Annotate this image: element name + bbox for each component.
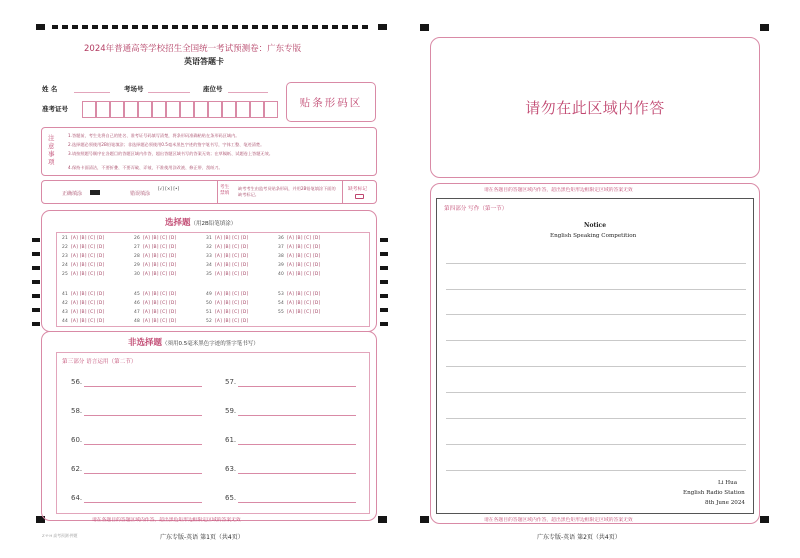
mc-question-number: 22 — [62, 245, 68, 250]
mc-question-number: 41 — [62, 292, 68, 297]
answer-58-line[interactable] — [84, 415, 202, 416]
mc-question-23[interactable] — [62, 254, 104, 259]
right-top-warning: 请在各题目的答题区域内作答，超出黑色矩形边框限定区域的答案无效 — [484, 188, 633, 193]
mc-question-50[interactable] — [206, 301, 248, 306]
mc-options[interactable]: [A] [B] [C] [D] — [287, 292, 321, 297]
mc-options[interactable]: [A] [B] [C] [D] — [287, 301, 321, 306]
mc-question-27[interactable] — [134, 245, 176, 250]
answer-64-label: 64. — [71, 494, 83, 502]
mc-question-46[interactable] — [134, 301, 176, 306]
corner-mark-br — [760, 516, 769, 523]
divider — [342, 181, 343, 203]
part-four-title: 第四部分 写作（第一节） — [444, 206, 508, 212]
absent-mark-box[interactable] — [355, 194, 364, 199]
mc-options[interactable]: [A] [B] [C] [D] — [71, 310, 105, 315]
mc-options[interactable]: [A] [B] [C] [D] — [215, 254, 249, 259]
mc-question-22[interactable] — [62, 245, 104, 250]
mc-question-number: 27 — [134, 245, 140, 250]
exam-title: 2024年普通高等学校招生全国统一考试预测卷：广东专版 — [84, 44, 302, 54]
mc-question-number: 35 — [206, 272, 212, 277]
exam-id-label: 准考证号 — [42, 105, 68, 113]
mc-options[interactable]: [A] [B] [C] [D] — [143, 263, 177, 268]
mc-options[interactable]: [A] [B] [C] [D] — [143, 236, 177, 241]
mc-question-54[interactable] — [278, 301, 320, 306]
mc-question-39[interactable] — [278, 263, 320, 268]
mc-options[interactable]: [A] [B] [C] [D] — [71, 245, 105, 250]
right-bottom-warning: 请在各题目的答题区域内作答，超出黑色矩形边框限定区域的答案无效 — [484, 518, 633, 523]
mc-question-43[interactable] — [62, 310, 104, 315]
mc-question-35[interactable] — [206, 272, 248, 277]
exam-room-label: 考场号 — [124, 85, 144, 93]
mc-options[interactable]: [A] [B] [C] [D] — [215, 301, 249, 306]
wrong-fill-label: 错误填涂 — [130, 191, 151, 197]
mc-question-51[interactable] — [206, 310, 248, 315]
mc-options[interactable]: [A] [B] [C] [D] — [143, 254, 177, 259]
mc-question-number: 55 — [278, 310, 284, 315]
mc-options[interactable]: [A] [B] [C] [D] — [215, 263, 249, 268]
nonchoice-section-title — [128, 336, 259, 348]
mc-options[interactable]: [A] [B] [C] [D] — [143, 272, 177, 277]
mc-question-32[interactable] — [206, 245, 248, 250]
name-label: 姓 名 — [42, 85, 58, 93]
answer-56-label: 56. — [71, 378, 83, 386]
answer-57-label: 57. — [225, 378, 237, 386]
mc-question-number: 43 — [62, 310, 68, 315]
answer-56-line[interactable] — [84, 386, 202, 387]
nonchoice-note: （须用0.5毫米黑色字迹的签字笔书写） — [162, 341, 259, 347]
mc-options[interactable]: [A] [B] [C] [D] — [143, 319, 177, 324]
mc-question-31[interactable] — [206, 236, 248, 241]
answer-64-line[interactable] — [84, 502, 202, 503]
signature-org: English Radio Station — [683, 490, 745, 496]
mc-question-28[interactable] — [134, 254, 176, 259]
seat-field[interactable] — [228, 92, 268, 93]
choice-title-text: 选择题 — [165, 218, 191, 228]
no-answer-area — [430, 37, 760, 178]
mc-question-number: 42 — [62, 301, 68, 306]
left-footer-brand: Z·Y·H 高考预测·押题 — [42, 533, 78, 538]
mc-question-number: 26 — [134, 236, 140, 241]
signature-name: Li Hua — [718, 480, 738, 486]
mc-question-number: 34 — [206, 263, 212, 268]
absent-mark-label: 缺考标记 — [348, 187, 368, 192]
answer-60-label: 60. — [71, 436, 83, 444]
signature-date: 8th June 2024 — [705, 500, 745, 506]
examiner-label: 考生禁填 — [220, 185, 230, 196]
mc-question-30[interactable] — [134, 272, 176, 277]
mc-question-number: 39 — [278, 263, 284, 268]
choice-note: （用2B铅笔填涂） — [190, 221, 237, 227]
mc-question-number: 21 — [62, 236, 68, 241]
notice-box — [41, 127, 377, 176]
mc-question-number: 29 — [134, 263, 140, 268]
barcode-area-label: 贴条形码区 — [299, 96, 363, 109]
writing-frame — [436, 198, 754, 514]
mc-question-52[interactable] — [206, 319, 248, 324]
mc-question-48[interactable] — [134, 319, 176, 324]
answer-63-label: 63. — [225, 465, 237, 473]
mc-options[interactable]: [A] [B] [C] [D] — [71, 236, 105, 241]
answer-58-label: 58. — [71, 407, 83, 415]
corner-mark-tr — [760, 24, 769, 31]
mc-question-number: 24 — [62, 263, 68, 268]
mc-question-42[interactable] — [62, 301, 104, 306]
correct-fill-mark — [90, 190, 100, 195]
mc-question-44[interactable] — [62, 319, 104, 324]
answer-65-label: 65. — [225, 494, 237, 502]
mc-question-38[interactable] — [278, 254, 320, 259]
mc-options[interactable]: [A] [B] [C] [D] — [215, 245, 249, 250]
notice-item-1: 1.答题前，考生先将自己的姓名、准考证号码填写清楚，将条形码准确粘贴在条形码区域内。 — [68, 133, 240, 138]
mc-options[interactable]: [A] [B] [C] [D] — [143, 301, 177, 306]
mc-question-number: 31 — [206, 236, 212, 241]
mc-options[interactable]: [A] [B] [C] [D] — [287, 272, 321, 277]
answer-65-line[interactable] — [238, 502, 356, 503]
name-field[interactable] — [74, 92, 110, 93]
examiner-text: 缺考考生由监考员贴条形码，并用2B铅笔填涂下面的缺考标记。 — [238, 186, 336, 197]
answer-62-line[interactable] — [84, 473, 202, 474]
mc-options[interactable]: [A] [B] [C] [D] — [71, 263, 105, 268]
notice-item-3: 3.请按照题号顺序在各题目的答题区域内作答，超出答题区域书写的答案无效；在草稿纸、试题卷上答题无效。 — [68, 151, 273, 156]
mc-question-number: 52 — [206, 319, 212, 324]
corner-mark-bl — [420, 516, 429, 523]
notice-title: Notice — [584, 222, 607, 229]
mc-question-26[interactable] — [134, 236, 176, 241]
answer-59-line[interactable] — [238, 415, 356, 416]
right-footer: 广东专版-英语 第2页（共4页） — [537, 534, 621, 541]
mc-question-21[interactable] — [62, 236, 104, 241]
mc-options[interactable]: [A] [B] [C] [D] — [143, 245, 177, 250]
mc-options[interactable]: [A] [B] [C] [D] — [71, 301, 105, 306]
mc-options[interactable]: [A] [B] [C] [D] — [287, 245, 321, 250]
mc-options[interactable]: [A] [B] [C] [D] — [71, 254, 105, 259]
mc-options[interactable]: [A] [B] [C] [D] — [143, 310, 177, 315]
wrong-fill-marks: [√] [×] [•] — [158, 186, 180, 191]
mc-question-number: 44 — [62, 319, 68, 324]
answer-60-line[interactable] — [84, 444, 202, 445]
mc-question-number: 47 — [134, 310, 140, 315]
exam-room-field[interactable] — [148, 92, 190, 93]
mc-question-36[interactable] — [278, 236, 320, 241]
mc-question-24[interactable] — [62, 263, 104, 268]
answer-59-label: 59. — [225, 407, 237, 415]
mc-question-number: 25 — [62, 272, 68, 277]
mc-options[interactable]: [A] [B] [C] [D] — [215, 236, 249, 241]
part-three-box — [56, 352, 370, 514]
mc-question-number: 36 — [278, 236, 284, 241]
mc-question-number: 51 — [206, 310, 212, 315]
mc-question-number: 40 — [278, 272, 284, 277]
mc-options[interactable]: [A] [B] [C] [D] — [215, 310, 249, 315]
mc-question-number: 38 — [278, 254, 284, 259]
mc-question-number: 32 — [206, 245, 212, 250]
mc-options[interactable]: [A] [B] [C] [D] — [287, 263, 321, 268]
mc-question-number: 28 — [134, 254, 140, 259]
answer-63-line[interactable] — [238, 473, 356, 474]
mc-options[interactable]: [A] [B] [C] [D] — [71, 292, 105, 297]
mc-question-34[interactable] — [206, 263, 248, 268]
mc-options[interactable]: [A] [B] [C] [D] — [287, 236, 321, 241]
answer-57-line[interactable] — [238, 386, 356, 387]
mc-options[interactable]: [A] [B] [C] [D] — [287, 310, 321, 315]
mc-question-47[interactable] — [134, 310, 176, 315]
choice-section-title — [165, 216, 236, 228]
correct-fill-label: 正确填涂 — [62, 191, 83, 197]
answer-62-label: 62. — [71, 465, 83, 473]
mc-question-number: 50 — [206, 301, 212, 306]
mc-question-55[interactable] — [278, 310, 320, 315]
answer-61-label: 61. — [225, 436, 237, 444]
nonchoice-title-text: 非选择题 — [128, 338, 163, 348]
answer-sheet-title: 英语答题卡 — [184, 57, 224, 66]
mc-question-number: 49 — [206, 292, 212, 297]
divider — [217, 181, 218, 203]
answer-61-line[interactable] — [238, 444, 356, 445]
mc-question-number: 54 — [278, 301, 284, 306]
mc-question-41[interactable] — [62, 292, 104, 297]
part-three-title: 第三部分 语言运用（第二节） — [62, 359, 137, 365]
mc-question-33[interactable] — [206, 254, 248, 259]
mc-question-number: 23 — [62, 254, 68, 259]
mc-question-number: 46 — [134, 301, 140, 306]
mc-question-49[interactable] — [206, 292, 248, 297]
left-footer: 广东专版-英语 第1页（共4页） — [160, 534, 244, 541]
left-bottom-warning: 请在各题目的答题区域内作答，超出黑色矩形边框限定区域的答案无效 — [92, 518, 241, 523]
notice-label: 注意事项 — [48, 134, 55, 166]
mc-question-number: 37 — [278, 245, 284, 250]
mc-question-25[interactable] — [62, 272, 104, 277]
fill-example-box — [41, 180, 377, 204]
mc-question-53[interactable] — [278, 292, 320, 297]
mc-options[interactable]: [A] [B] [C] [D] — [71, 272, 105, 277]
notice-subtitle: English Speaking Competition — [550, 233, 637, 239]
barcode-area — [286, 82, 376, 122]
notice-item-4: 4.保持卡面清洁，不要折叠、不要弄破、弄皱，不准使用涂改液、修正带、刮纸刀。 — [68, 165, 223, 170]
no-answer-area-label: 请勿在此区域内作答 — [525, 99, 665, 117]
mc-question-40[interactable] — [278, 272, 320, 277]
notice-item-2: 2.选择题必须使用2B铅笔填涂；非选择题必须使用0.5毫米黑色字迹的签字笔书写，字体工整、笔迹清楚。 — [68, 142, 265, 147]
mc-options[interactable]: [A] [B] [C] [D] — [215, 292, 249, 297]
mc-question-45[interactable] — [134, 292, 176, 297]
mc-options[interactable]: [A] [B] [C] [D] — [71, 319, 105, 324]
mc-question-number: 33 — [206, 254, 212, 259]
mc-question-number: 48 — [134, 319, 140, 324]
mc-options[interactable]: [A] [B] [C] [D] — [215, 272, 249, 277]
corner-mark-tl — [420, 24, 429, 31]
mc-options[interactable]: [A] [B] [C] [D] — [287, 254, 321, 259]
mc-options[interactable]: [A] [B] [C] [D] — [143, 292, 177, 297]
mc-question-29[interactable] — [134, 263, 176, 268]
mc-question-number: 45 — [134, 292, 140, 297]
mc-question-number: 30 — [134, 272, 140, 277]
mc-question-number: 53 — [278, 292, 284, 297]
mc-options[interactable]: [A] [B] [C] [D] — [215, 319, 249, 324]
mc-question-37[interactable] — [278, 245, 320, 250]
seat-label: 座位号 — [203, 85, 223, 93]
